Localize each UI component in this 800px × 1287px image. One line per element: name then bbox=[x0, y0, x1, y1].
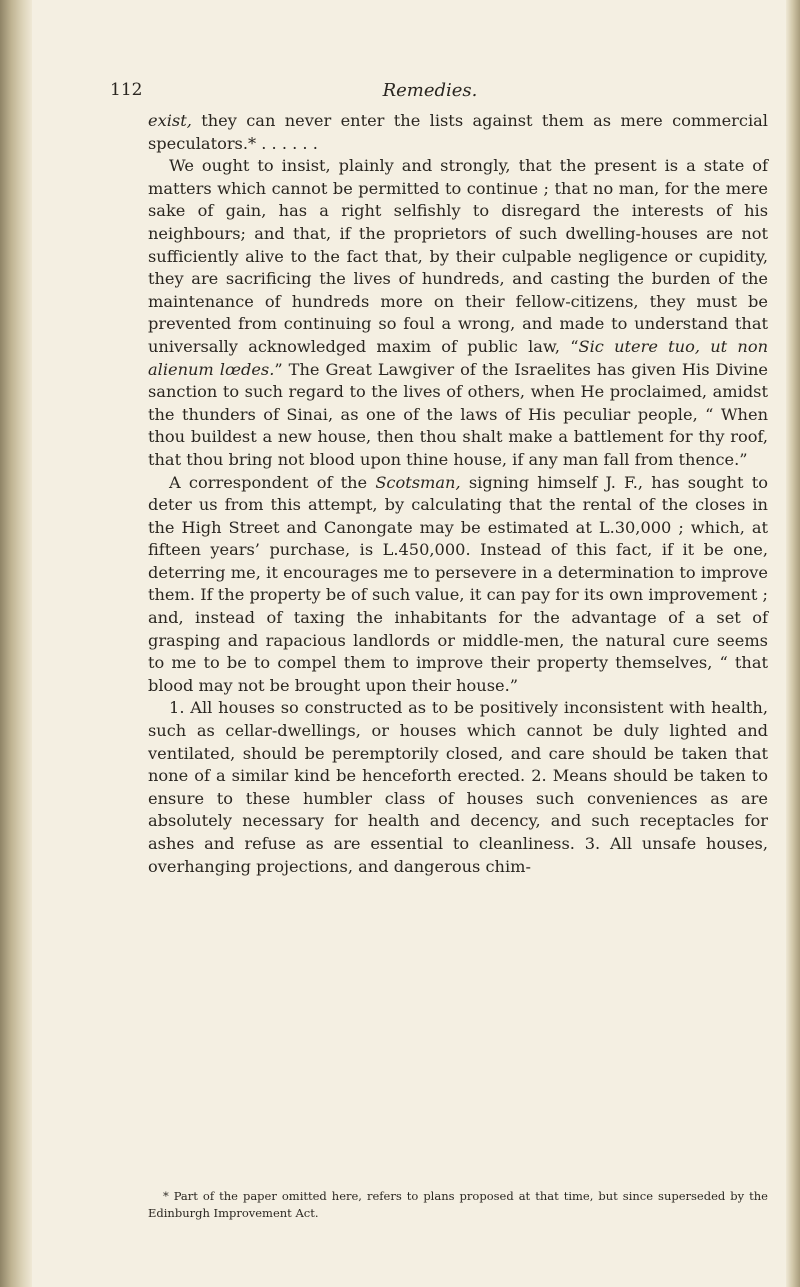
body-text bbox=[148, 110, 768, 878]
paragraph-3-text: signing himself J. F., has sought to deter us from this attempt, by calculating that the rental of the closes in the High Street and Canongate may be estimated at L.30,000 ; which, at fifteen years’ purchase, is L.450,000. Instead of this fact, if it be one, deterring me, it encourages me to persevere in a determination to improve them. If the property be of such value, it can pay for its own improvement ; and, instead of taxing the inhabitants for the advantage of a set of grasping and rapacious landlords or middle-men, the natural cure seems to me to be to compel them to improve their property themselves, “ that blood may not be brought upon their house.” bbox=[148, 472, 769, 695]
paragraph-4 bbox=[148, 697, 768, 878]
page-gutter-right bbox=[786, 0, 800, 1287]
paragraph-1-italic: exist, bbox=[148, 111, 192, 130]
paragraph-1 bbox=[148, 110, 768, 155]
running-head: Remedies. bbox=[382, 80, 478, 101]
footnote-text: * Part of the paper omitted here, refers to plans proposed at that time, but since superseded by the Edinburgh Improvement Act. bbox=[148, 1189, 768, 1220]
paragraph-2-text-end: ” The Great Lawgiver of the Israelites has given His Divine sanction to such regard to the lives of others, when He proclaimed, amidst the thunders of Sinai, as one of the laws of His peculiar people, “ When thou buildest a new house, then thou shalt make a battlement for thy roof, that thou bring not blood upon thine house, if any man fall from thence.” bbox=[148, 359, 768, 469]
footnote bbox=[148, 1188, 768, 1222]
paragraph-2-text: We ought to insist, plainly and strongly, that the present is a state of matters which cannot be permitted to continue ; that no man, for the mere sake of gain, has a right selfishly to disregard the interests of his neighbours; and that, if the proprietors of such dwelling-houses are not sufficiently alive to the fact that, by their culpable negligence or cupidity, they are sacrificing the lives of hundreds, and casting the burden of the maintenance of hundreds more on their fellow-citizens, they must be prevented from continuing so foul a wrong, and made to understand that universally acknowledged maxim of public law, “ bbox=[148, 156, 768, 356]
paragraph-3-text-start: A correspondent of the bbox=[169, 472, 376, 492]
paragraph-3 bbox=[148, 472, 768, 698]
page-number: 112 bbox=[110, 80, 143, 100]
paragraph-2-italic: Sic utere tuo, ut non alienum lœdes. bbox=[148, 336, 768, 379]
page-gutter-left bbox=[0, 0, 32, 1287]
page-header bbox=[110, 80, 750, 104]
paragraph-1-text: they can never enter the lists against them as mere commercial speculators.* . . . . . . bbox=[148, 111, 768, 153]
paragraph-3-italic: Scotsman, bbox=[375, 472, 461, 492]
paragraph-2 bbox=[148, 155, 768, 471]
paragraph-4-text: 1. All houses so constructed as to be positively inconsistent with health, such as cellar-dwellings, or houses which cannot be duly lighted and ventilated, should be peremptorily closed, and care should be taken that none of a similar kind be henceforth erected. 2. Means should be taken to ensure to these humbler class of houses such conveniences as are absolutely necessary for health and decency, and such receptacles for ashes and refuse as are essential to cleanliness. 3. All unsafe houses, overhanging projections, and dangerous chim- bbox=[148, 698, 768, 876]
